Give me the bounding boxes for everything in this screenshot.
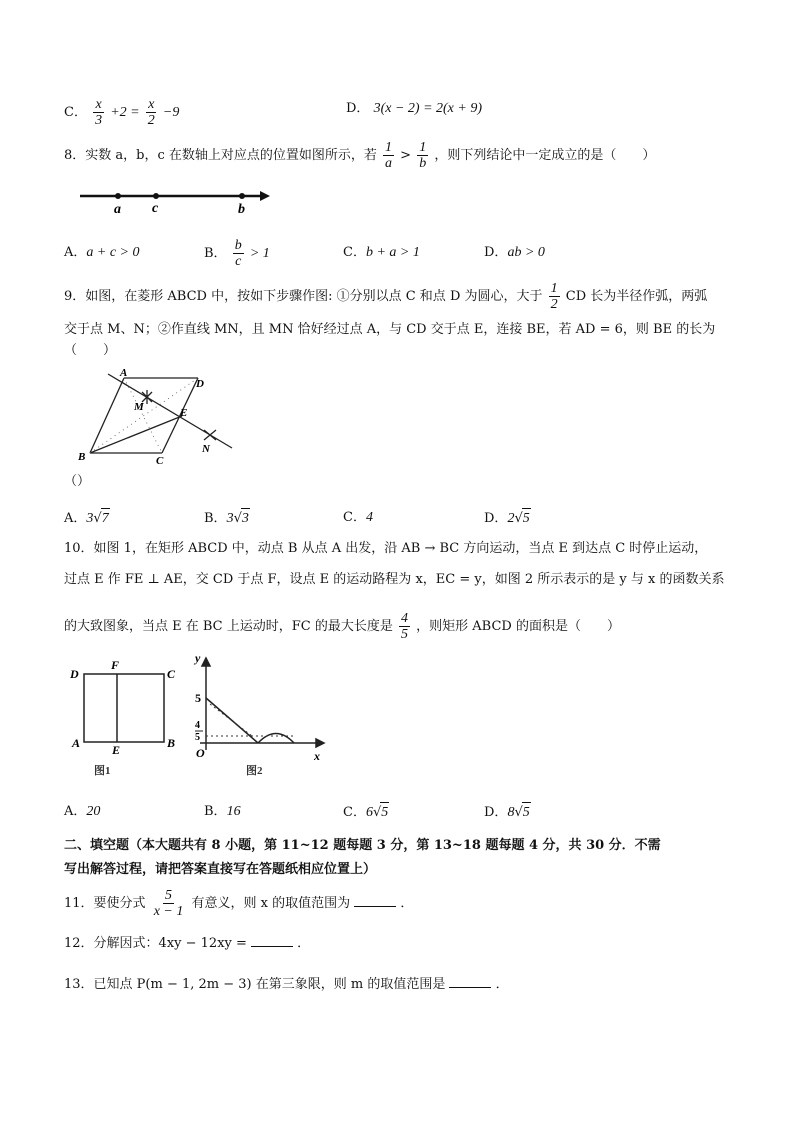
q12: 12．分解因式：4xy − 12xy = ． bbox=[64, 936, 311, 951]
origin-label: O bbox=[196, 746, 205, 760]
label-M: M bbox=[134, 401, 144, 413]
q8-option-b[interactable]: B． $\frac{b}{c}$ > 1 bbox=[204, 238, 270, 269]
q9-option-d[interactable]: D．2√5 bbox=[484, 508, 531, 529]
tick-4-over: 4 bbox=[195, 720, 200, 731]
label-a: a bbox=[114, 202, 121, 217]
label-D: D bbox=[70, 667, 79, 681]
q7-option-d[interactable]: D． 3(x − 2) = 2(x + 9) bbox=[346, 101, 482, 116]
q9-figure-caption: （） bbox=[64, 474, 91, 489]
label-N: N bbox=[202, 443, 210, 455]
tick-5-under: 5 bbox=[195, 732, 200, 743]
q11: 11．要使分式 $\frac{5}{x - 1}$ 有意义，则 x 的取值范围为 ． bbox=[64, 888, 414, 919]
q10-option-d[interactable]: D．8√5 bbox=[484, 802, 531, 823]
label-c: c bbox=[152, 201, 159, 216]
q13: 13．已知点 P(m − 1, 2m − 3) 在第三象限，则 m 的取值范围是 ． bbox=[64, 977, 509, 992]
q10-option-c[interactable]: C．6√5 bbox=[343, 802, 389, 823]
q9-stem-line3: （ ） bbox=[64, 343, 117, 358]
label-A: A bbox=[120, 367, 128, 379]
axis-y-label: y bbox=[195, 652, 201, 665]
q8-option-c[interactable]: C．b + a > 1 bbox=[343, 245, 420, 260]
q13-answer-blank[interactable] bbox=[449, 975, 491, 988]
label-b: b bbox=[238, 202, 245, 217]
q8-option-d[interactable]: D．ab > 0 bbox=[484, 245, 545, 260]
q10-stem-line3: 的大致图象，当点 E 在 BC 上运动时，FC 的最大长度是 $\frac{4}{5}$ ，则矩形 ABCD 的面积是（ ） bbox=[64, 611, 620, 642]
q9-option-c[interactable]: C．4 bbox=[343, 510, 373, 525]
label-D: D bbox=[196, 378, 204, 390]
function-graph-figure bbox=[190, 652, 330, 780]
rhombus-figure bbox=[64, 366, 244, 470]
label-B: B bbox=[167, 736, 176, 750]
label-E: E bbox=[112, 743, 121, 757]
label-E: E bbox=[180, 407, 188, 419]
tick-5: 5 bbox=[195, 691, 201, 705]
label-B: B bbox=[78, 451, 86, 463]
label-F: F bbox=[111, 658, 120, 672]
q10-stem-line1: 10．如图 1，在矩形 ABCD 中，动点 B 从点 A 出发，沿 AB → BC 方向运动，当点 E 到达点 C 时停止运动， bbox=[64, 541, 708, 556]
section2-header-line2: 写出解答过程，请把答案直接写在答题纸相应位置上） bbox=[64, 862, 377, 877]
point-c bbox=[153, 193, 159, 199]
q9-stem-line1: 9．如图，在菱形 ABCD 中，按如下步骤作图: ①分别以点 C 和点 D 为圆心，大于 $\frac{1}{2}$ CD 长为半径作弧，两弧 bbox=[64, 281, 708, 312]
q8-option-a[interactable]: A．a + c > 0 bbox=[64, 245, 140, 260]
point-b bbox=[239, 193, 245, 199]
axis-x-label: x bbox=[314, 749, 320, 763]
q10-stem-line2: 过点 E 作 FE ⊥ AE，交 CD 于点 F，设点 E 的运动路程为 x，EC = y，如图 2 所示表示的是 y 与 x 的函数关系 bbox=[64, 572, 725, 587]
q9-stem-line2: 交于点 M、N；②作直线 MN，且 MN 恰好经过点 A，与 CD 交于点 E，连接 BE，若 AD = 6，则 BE 的长为 bbox=[64, 322, 716, 337]
q8-stem: 8．实数 a，b，c 在数轴上对应点的位置如图所示，若 $\frac{1}{a}$ > $\frac{1}{b}$ ，则下列结论中一定成立的是（ ） bbox=[64, 140, 656, 171]
point-a bbox=[115, 193, 121, 199]
q11-answer-blank[interactable] bbox=[354, 894, 396, 907]
q10-option-b[interactable]: B．16 bbox=[204, 804, 241, 819]
fig2-caption: 图2 bbox=[246, 765, 263, 777]
number-line-figure bbox=[70, 185, 280, 217]
fig1-caption: 图1 bbox=[94, 765, 111, 777]
label-C: C bbox=[167, 667, 176, 681]
q12-answer-blank[interactable] bbox=[251, 934, 293, 947]
q10-option-a[interactable]: A．20 bbox=[64, 804, 101, 819]
q9-option-a[interactable]: A．3√7 bbox=[64, 508, 110, 529]
q9-option-b[interactable]: B．3√3 bbox=[204, 508, 250, 529]
q7-option-c[interactable]: C． $\frac{x}{3}$ +2 = $\frac{x}{2}$ −9 bbox=[64, 97, 180, 128]
section2-header-line1: 二、填空题（本大题共有 8 小题，第 11~12 题每题 3 分，第 13~18 题每题 4 分，共 30 分．不需 bbox=[64, 838, 661, 853]
label-A: A bbox=[72, 736, 81, 750]
label-C: C bbox=[156, 455, 164, 467]
rectangle-figure bbox=[64, 656, 192, 780]
